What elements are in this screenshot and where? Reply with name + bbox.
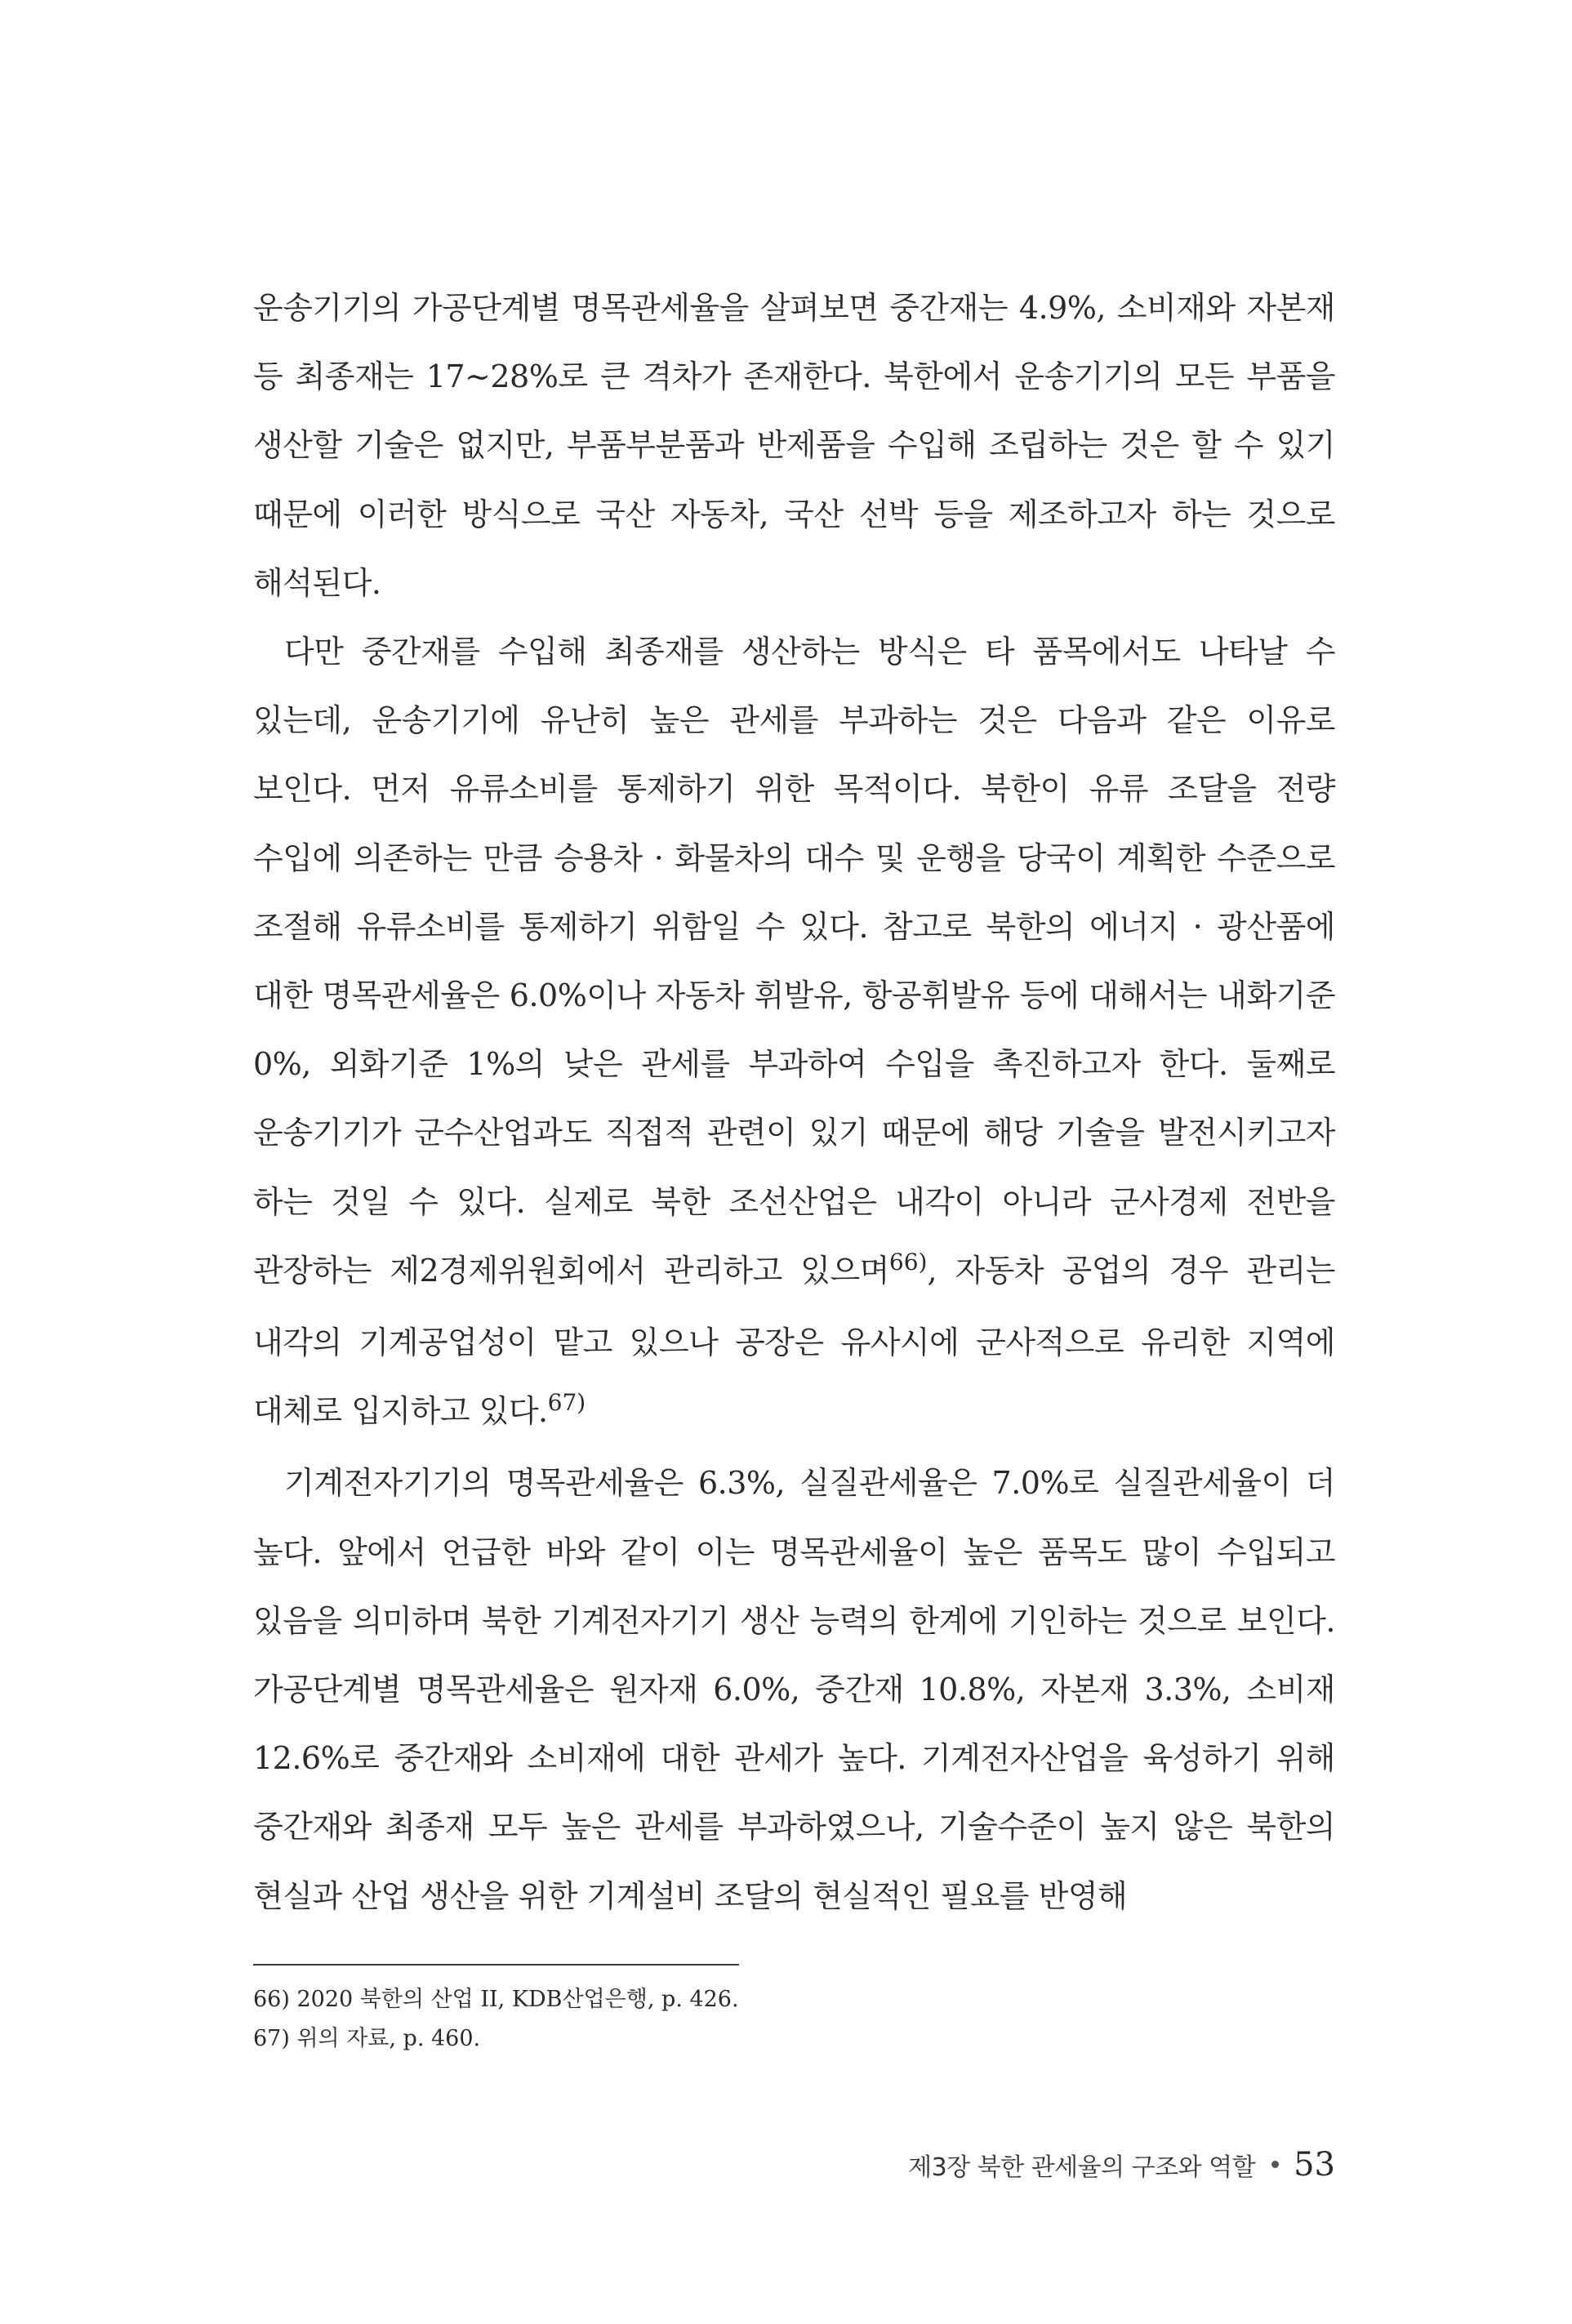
footnote-67: 67) 위의 자료, p. 460. bbox=[253, 2026, 481, 2051]
chapter-title: 제3장 북한 관세율의 구조와 역할 bbox=[908, 2153, 1256, 2182]
footnote-66: 66) 2020 북한의 산업 II, KDB산업은행, p. 426. bbox=[253, 1987, 739, 2012]
paragraph-1: 운송기기의 가공단계별 명목관세율을 살펴보면 중간재는 4.9%, 소비재와 자본재 등 최종재는 17~28%로 큰 격차가 존재한다. 북한에서 운송기기의 모든 부품을 생산할 기술은 없지만, 부품부분품과 반제품을 수입해 조립하는 것은 할 수 있기 때문에 이러한 방식으로 국산 자동차, 국산 선박 등을 제조하고자 하는 것으로 해석된다. bbox=[253, 290, 1335, 601]
page-number: 53 bbox=[1294, 2146, 1335, 2184]
bullet-separator-icon bbox=[1271, 2161, 1279, 2168]
paragraph-2-text-a: 다만 중간재를 수입해 최종재를 생산하는 방식은 타 품목에서도 나타날 수 있는데, 운송기기에 유난히 높은 관세를 부과하는 것은 다음과 같은 이유로 보인다. 먼저 유류소비를 통제하기 위한 목적이다. 북한이 유류 조달을 전량 수입에 의존하는 만큼 승용차 · 화물차의 대수 및 운행을 당국이 계획한 수준으로 조절해 유류소비를 통제하기 위함일 수 있다. 참고로 북한의 에너지 · 광산품에 대한 명목관세율은 6.0%이나 자동차 휘발유, 항공휘발유 등에 대해서는 내화기준 0%, 외화기준 1%의 낮은 관세를 부과하여 수입을 촉진하고자 한다. 둘째로 운송기기가 군수산업과도 직접적 관련이 있기 때문에 해당 기술을 발전시키고자 하는 것일 수 있다. 실제로 북한 조선산업은 내각이 아니라 군사경제 전반을 관장하는 제2경제위원회에서 관리하고 있으며 bbox=[253, 634, 1335, 1289]
running-footer bbox=[908, 2146, 1335, 2195]
footnotes bbox=[253, 1980, 1315, 2059]
body-text bbox=[253, 274, 1335, 1930]
footnote-ref-66[interactable]: 66) bbox=[888, 1248, 928, 1276]
paragraph-3: 기계전자기기의 명목관세율은 6.3%, 실질관세율은 7.0%로 실질관세율이 더 높다. 앞에서 언급한 바와 같이 이는 명목관세율이 높은 품목도 많이 수입되고 있음을 의미하며 북한 기계전자기기 생산 능력의 한계에 기인하는 것으로 보인다. 가공단계별 명목관세율은 원자재 6.0%, 중간재 10.8%, 자본재 3.3%, 소비재 12.6%로 중간재와 소비재에 대한 관세가 높다. 기계전자산업을 육성하기 위해 중간재와 최종재 모두 높은 관세를 부과하였으나, 기술수준이 높지 않은 북한의 현실과 산업 생산을 위한 기계설비 조달의 현실적인 필요를 반영해 bbox=[253, 1465, 1335, 1914]
paragraph-2-text-b: , 자동차 공업의 경우 관리는 내각의 기계공업성이 맡고 있으나 공장은 유사시에 군사적으로 유리한 지역에 대체로 입지하고 있다. bbox=[253, 1252, 1335, 1430]
footnote-divider bbox=[253, 1964, 739, 1966]
paragraph-2 bbox=[253, 617, 1335, 1449]
footnote-ref-67[interactable]: 67) bbox=[547, 1389, 586, 1417]
